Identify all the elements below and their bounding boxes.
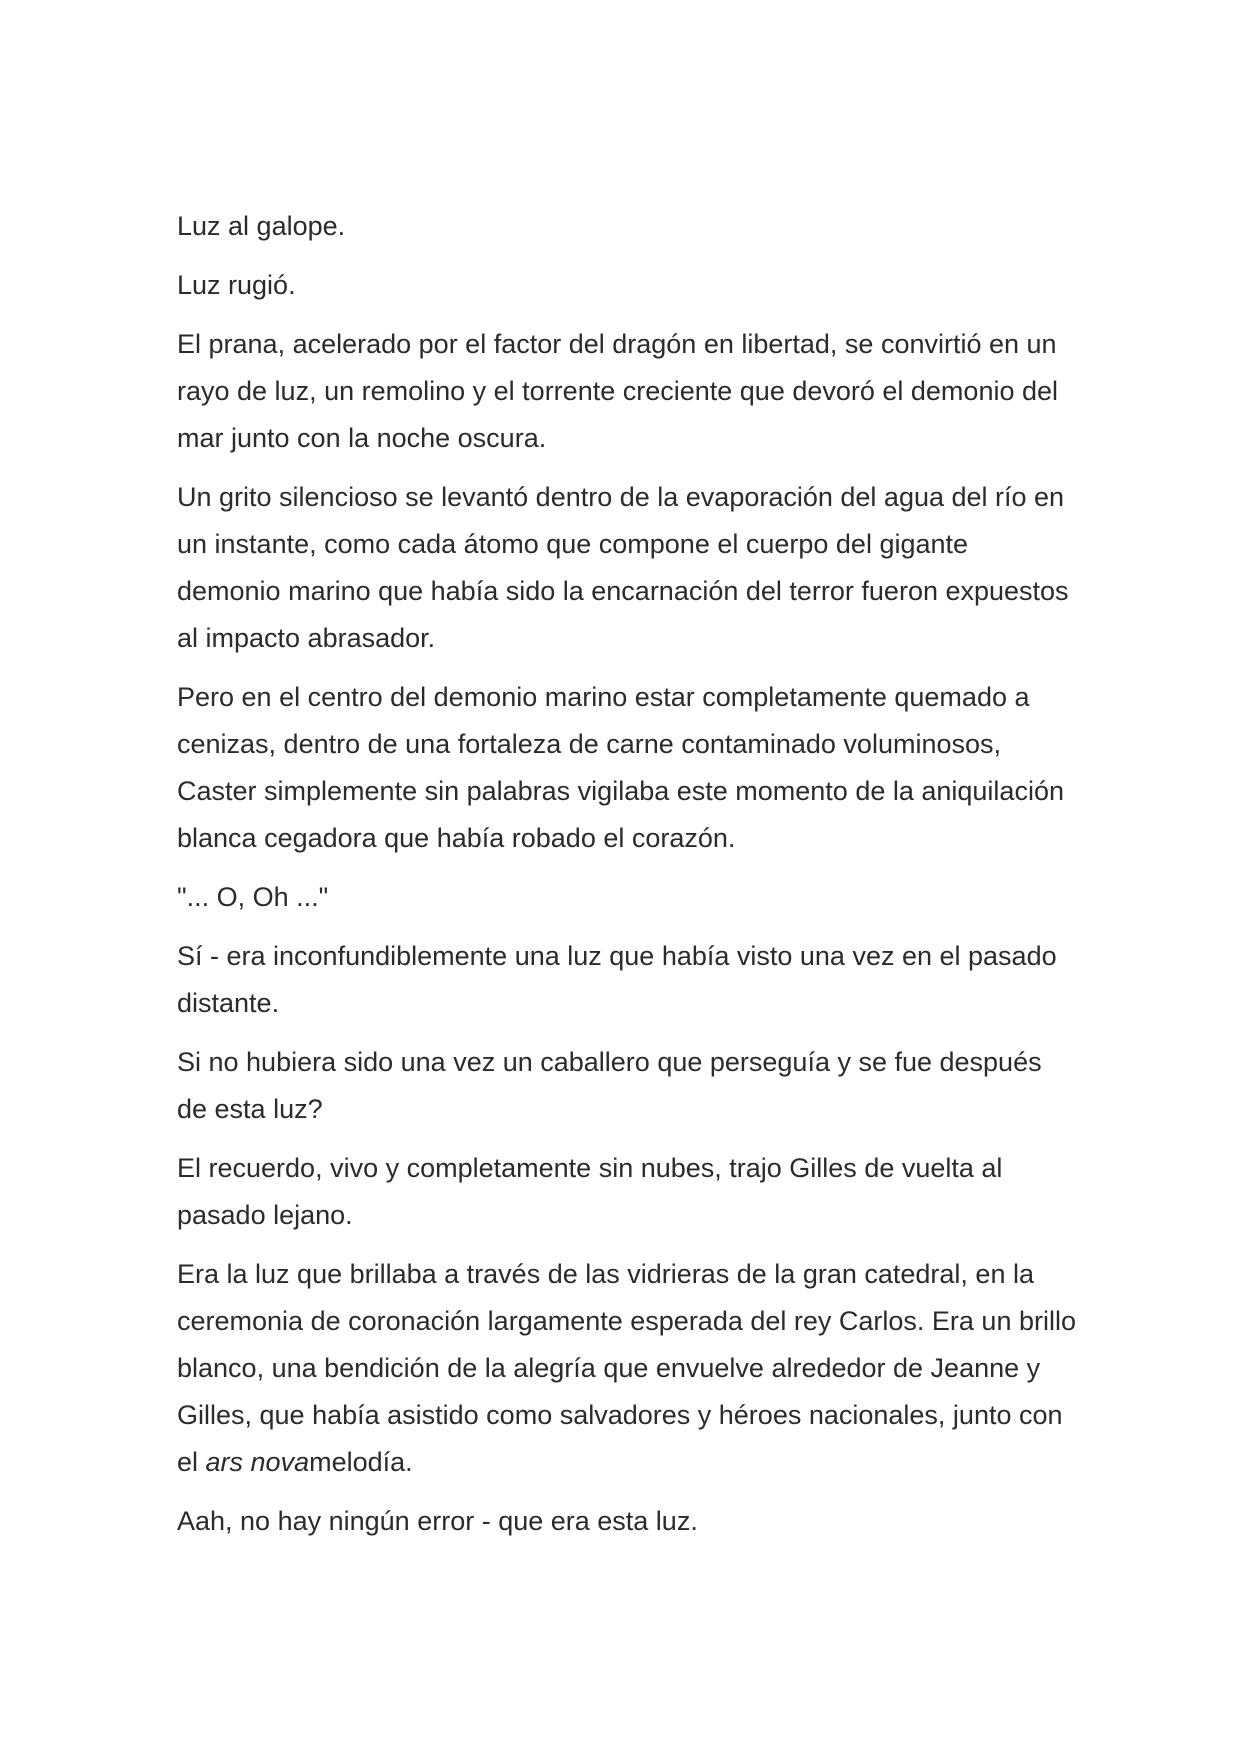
paragraph-7: Sí - era inconfundiblemente una luz que había visto una vez en el pasado distante. xyxy=(177,941,1057,1018)
paragraph-10-italic: ars nova xyxy=(205,1447,310,1477)
paragraph-1: Luz al galope. xyxy=(177,211,346,241)
paragraph-10-text: Era la luz que brillaba a través de las vidrieras de la gran catedral, en la ceremonia de coronación largamente esperada del rey Carlos. Era un brillo blanco, una bendición de la alegría que envuelve alrededor de Jeanne y Gilles, que había asistido como salvadores y héroes nacionales, junto con el xyxy=(177,1259,1076,1477)
paragraph-3: El prana, acelerado por el factor del dragón en libertad, se convirtió en un rayo de luz, un remolino y el torrente creciente que devoró el demonio del mar junto con la noche oscura. xyxy=(177,329,1059,453)
paragraph-8: Si no hubiera sido una vez un caballero que perseguía y se fue después de esta luz? xyxy=(177,1047,1042,1124)
paragraph-6: "... O, Oh ..." xyxy=(177,882,329,912)
paragraph-2: Luz rugió. xyxy=(177,270,296,300)
paragraph-11: Aah, no hay ningún error - que era esta luz. xyxy=(177,1506,698,1536)
paragraph-10-end: melodía. xyxy=(309,1447,413,1477)
paragraph-4: Un grito silencioso se levantó dentro de la evaporación del agua del río en un instante, como cada átomo que compone el cuerpo del gigante demonio marino que había sido la encarnación del terror fueron expuestos al impacto abrasador. xyxy=(177,482,1069,653)
paragraph-9: El recuerdo, vivo y completamente sin nubes, trajo Gilles de vuelta al pasado lejano. xyxy=(177,1153,1003,1230)
document-body xyxy=(177,203,1077,1557)
paragraph-10 xyxy=(177,1251,1077,1486)
paragraph-5: Pero en el centro del demonio marino estar completamente quemado a cenizas, dentro de una fortaleza de carne contaminado voluminosos, Caster simplemente sin palabras vigilaba este momento de la aniquilación blanca cegadora que había robado el corazón. xyxy=(177,682,1064,853)
